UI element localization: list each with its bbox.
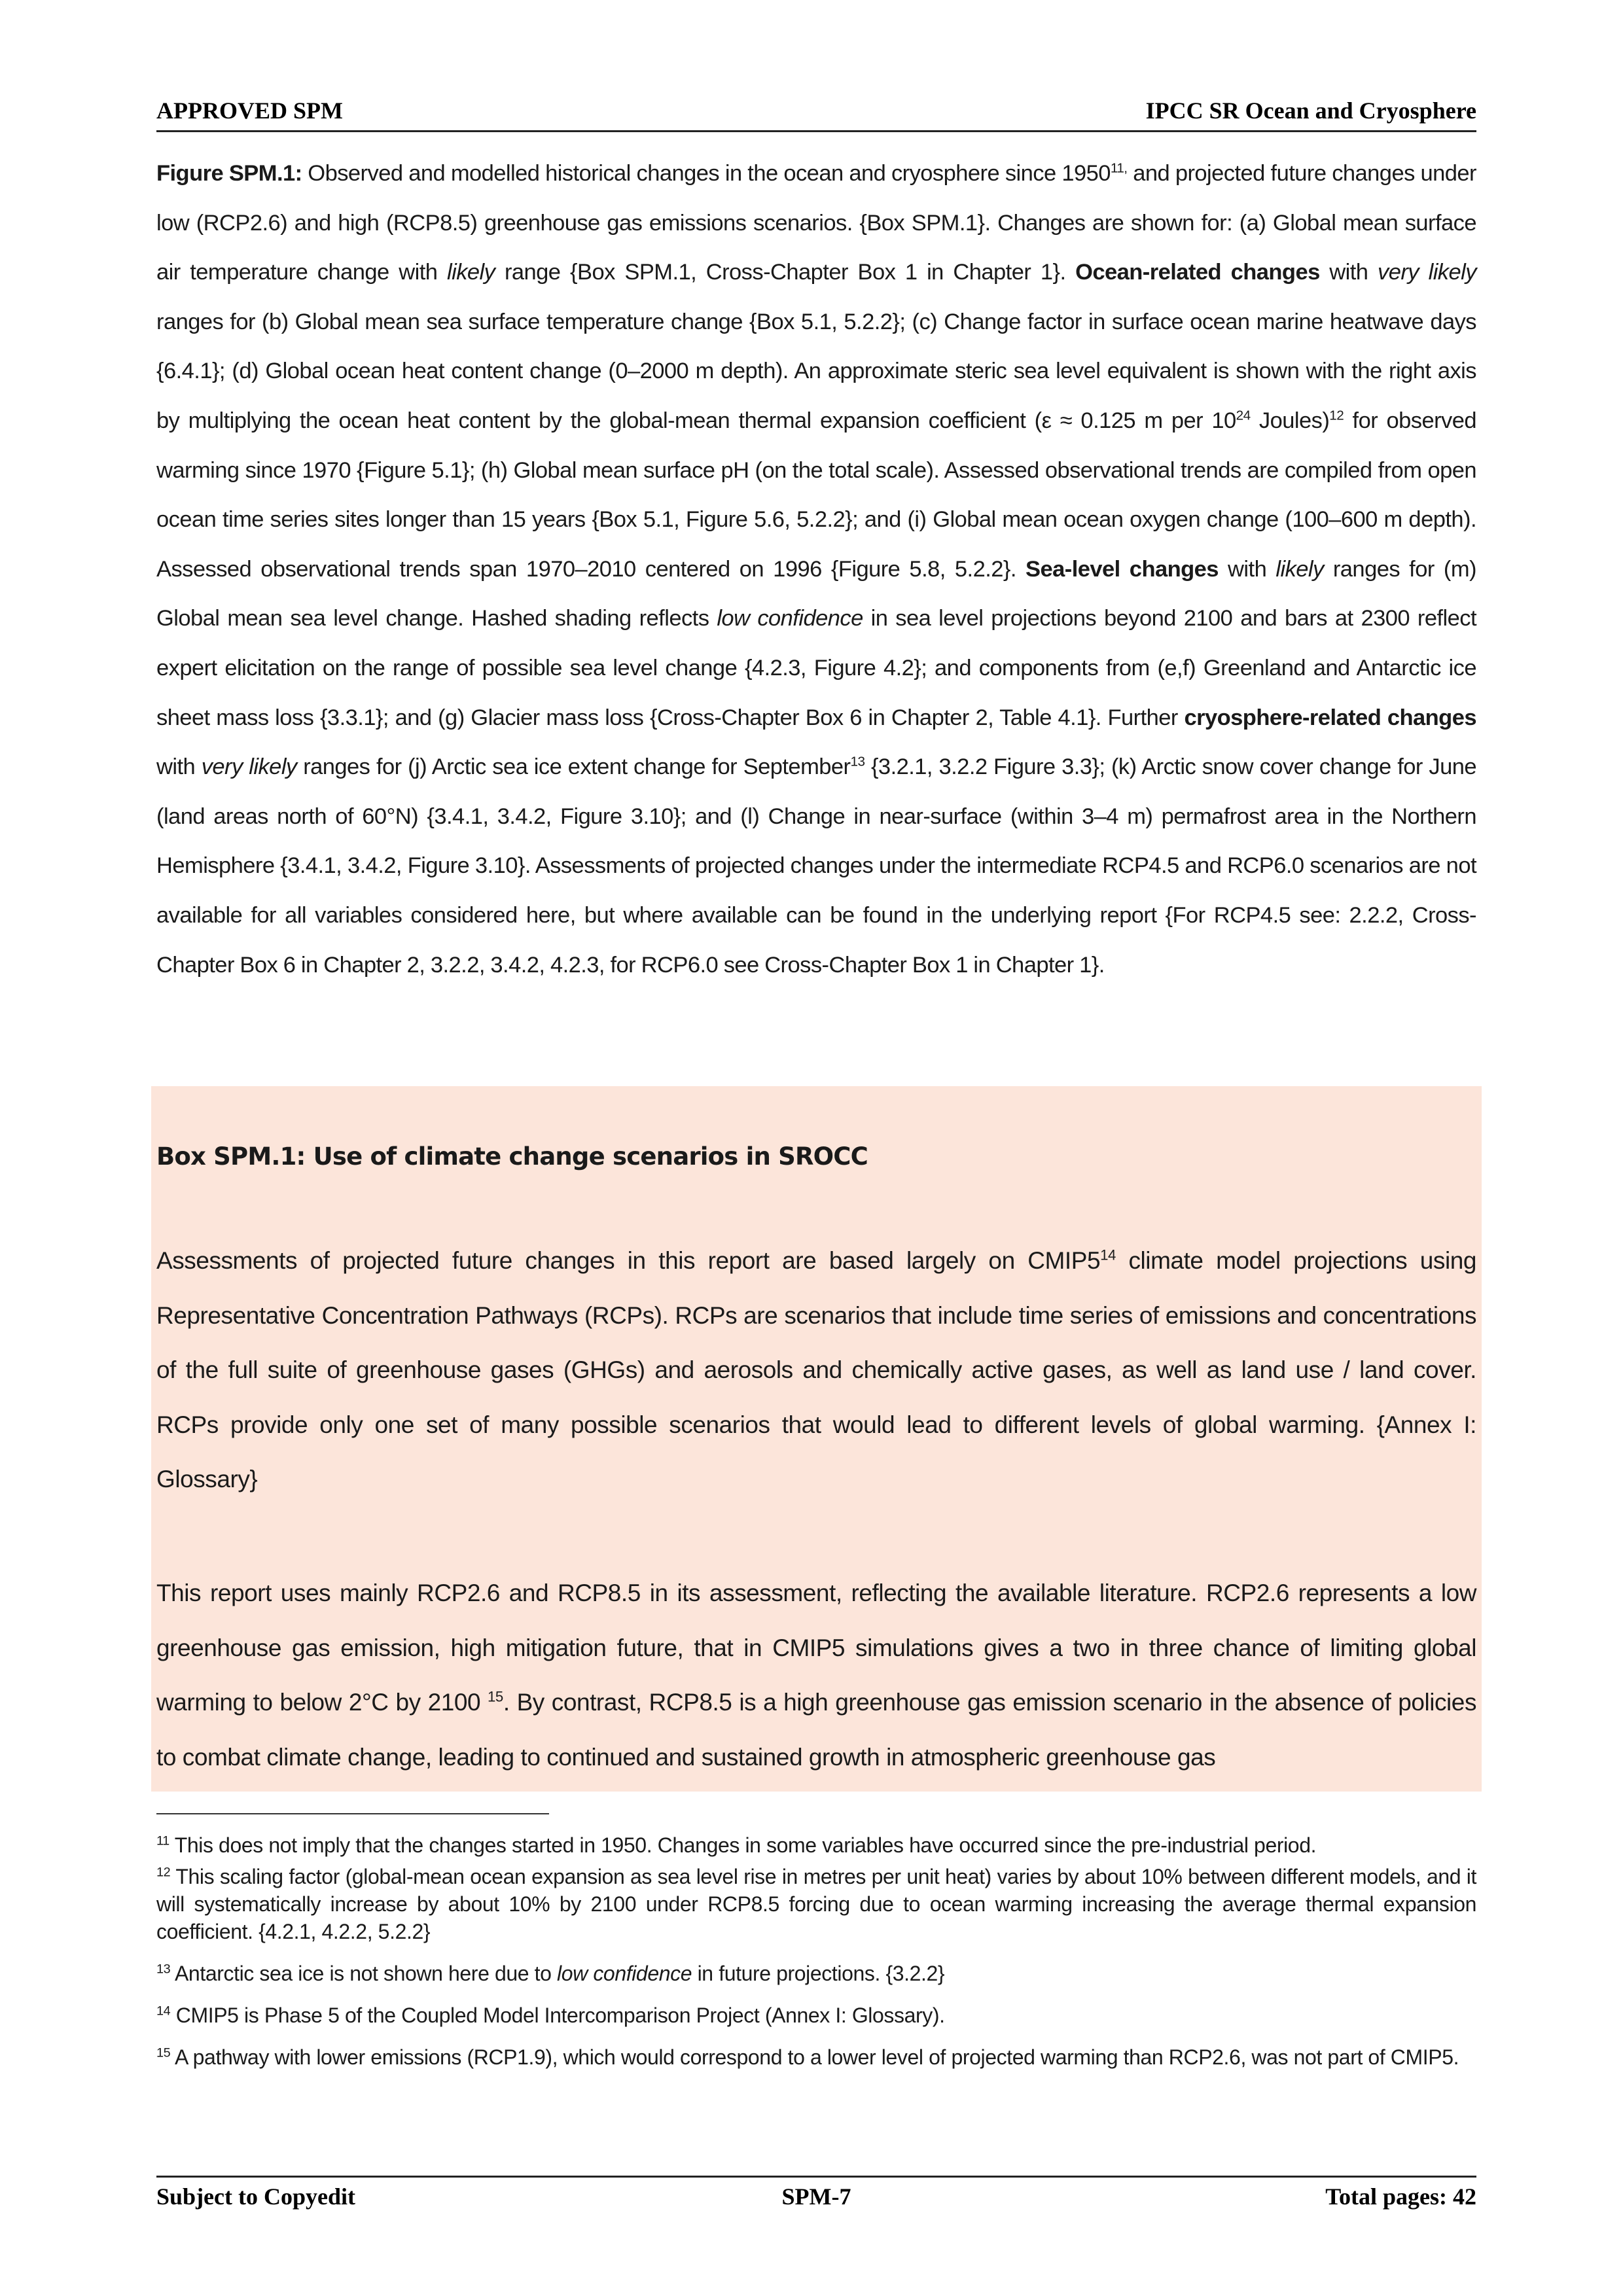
- footnote-number: 11: [156, 1833, 169, 1848]
- superscript-exponent: 24: [1236, 408, 1251, 423]
- page-footer: [156, 2183, 1476, 2216]
- caption-text: Observed and modelled historical changes in the ocean and cryosphere since 1950: [302, 161, 1111, 186]
- caption-text: for observed warming since 1970 {Figure 5.1}; (h) Global mean surface pH (on the total scale). Assessed observational trends are compiled from open ocean time series sites longer than 15 years {Box 5.1, Figure 5.6, 5.2.2}; and (i) Global mean ocean oxygen change (100–600 m depth). Assessed observational trends span 1970–2010 centered on 1996 {Figure 5.8, 5.2.2}.: [156, 408, 1477, 582]
- caption-text: ranges for (b) Global mean sea surface temperature change {Box 5.1, 5.2.2}; (c) Change factor in surface ocean marine heatwave days {6.4.1}; (d) Global ocean heat content change (0–2000 m depth). An approximate steric sea level equivalent is shown with the right axis by multiplying the ocean heat content by the global-mean thermal expansion coefficient (ε ≈ 0.125 m per 10: [156, 309, 1476, 433]
- caption-text: ranges for (m) Global mean sea level change. Hashed shading reflects: [156, 556, 1476, 631]
- footer-right: Total pages: 42: [1325, 2183, 1476, 2210]
- footnote-text: This does not imply that the changes started in 1950. Changes in some variables have occurred since the pre-industrial period.: [169, 1833, 1317, 1857]
- footnote-text: A pathway with lower emissions (RCP1.9), which would correspond to a lower level of projected warming than RCP2.6, was not part of CMIP5.: [170, 2045, 1459, 2069]
- footnote-14: [156, 2002, 1476, 2029]
- caption-heading-ocean: Ocean-related changes: [1075, 260, 1320, 285]
- page-header: [156, 97, 1476, 130]
- box-text: Assessments of projected future changes in this report are based largely on CMIP5: [156, 1247, 1101, 1274]
- footnote-ref-12: 12: [1329, 408, 1344, 423]
- caption-emphasis: low confidence: [717, 606, 863, 631]
- caption-text: with: [156, 754, 202, 780]
- footnote-emphasis: low confidence: [557, 1962, 692, 1985]
- box-paragraph-2: [156, 1566, 1476, 1784]
- footnote-text: Antarctic sea ice is not shown here due to: [170, 1962, 558, 1985]
- caption-label: Figure SPM.1:: [156, 161, 302, 186]
- footnote-ref-14: 14: [1100, 1246, 1116, 1263]
- footnote-separator: [156, 1813, 549, 1814]
- footnote-text: in future projections. {3.2.2}: [692, 1962, 945, 1985]
- footnote-number: 15: [156, 2045, 171, 2060]
- footnote-13: [156, 1960, 1476, 1987]
- footnote-12: [156, 1863, 1476, 1945]
- caption-heading-cryosphere: cryosphere-related changes: [1184, 705, 1476, 730]
- caption-text: and projected future changes under low (RCP2.6) and high (RCP8.5) greenhouse gas emissions scenarios. {Box SPM.1}. Changes are shown for: (a) Global mean surface air temperature change with: [156, 161, 1476, 285]
- footnote-ref-11: 11,: [1110, 160, 1128, 176]
- header-right: IPCC SR Ocean and Cryosphere: [1145, 97, 1476, 124]
- caption-emphasis: very likely: [1378, 260, 1476, 285]
- box-text: climate model projections using Representative Concentration Pathways (RCPs). RCPs are scenarios that include time series of emissions and concentrations of the full suite of greenhouse gases (GHGs) and aerosols and chemically active gases, as well as land use / land cover. RCPs provide only one set of many possible scenarios that would lead to different levels of global warming. {Annex I: Glossary}: [156, 1247, 1476, 1492]
- footnote-text: CMIP5 is Phase 5 of the Coupled Model Intercomparison Project (Annex I: Glossary).: [170, 2004, 945, 2027]
- box-paragraph-1: [156, 1233, 1476, 1507]
- footnote-ref-15: 15: [488, 1688, 503, 1705]
- page-number: SPM-7: [781, 2183, 851, 2210]
- caption-emphasis: very likely: [201, 754, 297, 780]
- footnote-text: This scaling factor (global-mean ocean expansion as sea level rise in metres per unit heat) varies by about 10% between different models, and it will systematically increase by about 10% by 2100 under RCP8.5 forcing due to ocean warming increasing the average thermal expansion coefficient. {4.2.1, 4.2.2, 5.2.2}: [156, 1865, 1476, 1943]
- caption-text: with: [1218, 556, 1276, 582]
- footnote-11: [156, 1831, 1476, 1859]
- caption-text: range {Box SPM.1, Cross-Chapter Box 1 in Chapter 1}.: [495, 260, 1076, 285]
- caption-text: with: [1319, 260, 1378, 285]
- box-text: This report uses mainly RCP2.6 and RCP8.5 in its assessment, reflecting the available literature. RCP2.6 represents a low greenhouse gas emission, high mitigation future, that in CMIP5 simulations gives a two in three chance of limiting global warming to below 2°C by 2100: [156, 1580, 1476, 1716]
- footer-left: Subject to Copyedit: [156, 2183, 355, 2210]
- footnote-number: 14: [156, 2004, 171, 2019]
- footer-rule: [156, 2176, 1476, 2178]
- footnote-ref-13: 13: [850, 754, 865, 769]
- footnote-number: 13: [156, 1962, 171, 1977]
- footnote-number: 12: [156, 1865, 171, 1880]
- caption-text: ranges for (j) Arctic sea ice extent change for September: [296, 754, 851, 780]
- footnotes: [156, 1831, 1476, 2085]
- caption-text: Joules): [1250, 408, 1330, 433]
- footnote-15: [156, 2043, 1476, 2071]
- caption-emphasis: likely: [446, 260, 495, 285]
- caption-text: in sea level projections beyond 2100 and bars at 2300 reflect expert elicitation on the range of possible sea level change {4.2.3, Figure 4.2}; and components from (e,f) Greenland and Antarctic ice sheet mass loss {3.3.1}; and (g) Glacier mass loss {Cross-Chapter Box 6 in Chapter 2, Table 4.1}. Further: [156, 606, 1476, 730]
- box-title: Box SPM.1: Use of climate change scenarios in SROCC: [156, 1142, 868, 1171]
- caption-heading-sea-level: Sea-level changes: [1026, 556, 1219, 582]
- header-rule: [156, 130, 1476, 132]
- caption-emphasis: likely: [1275, 556, 1324, 582]
- caption-text: {3.2.1, 3.2.2 Figure 3.3}; (k) Arctic snow cover change for June (land areas north of 60°N) {3.4.1, 3.4.2, Figure 3.10}; and (l) Change in near-surface (within 3–4 m) permafrost area in the Northern Hemisphere {3.4.1, 3.4.2, Figure 3.10}. Assessments of projected changes under the intermediate RCP4.5 and RCP6.0 scenarios are not available for all variables considered here, but where available can be found in the underlying report {For RCP4.5 see: 2.2.2, Cross-Chapter Box 6 in Chapter 2, 3.2.2, 3.4.2, 4.2.3, for RCP6.0 see Cross-Chapter Box 1 in Chapter 1}.: [156, 754, 1477, 978]
- box-text: . By contrast, RCP8.5 is a high greenhouse gas emission scenario in the absence of policies to combat climate change, leading to continued and sustained growth in atmospheric greenhouse gas: [156, 1689, 1476, 1771]
- figure-caption: [156, 149, 1476, 990]
- header-left: APPROVED SPM: [156, 97, 343, 124]
